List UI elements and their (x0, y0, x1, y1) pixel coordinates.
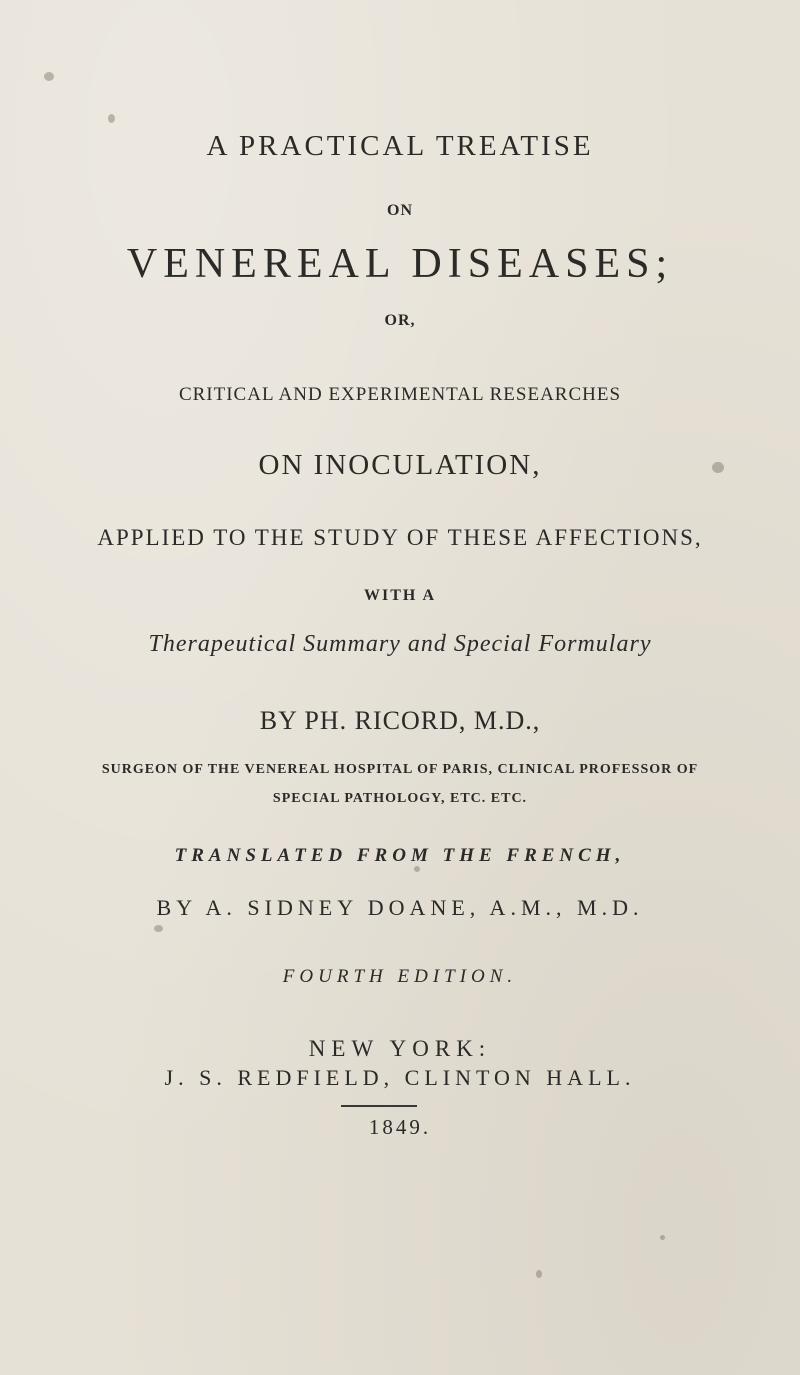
foxing-spot (154, 925, 163, 932)
foxing-spot (108, 114, 115, 123)
connector-or: OR, (384, 312, 416, 329)
translation-note: TRANSLATED FROM THE FRENCH, (174, 845, 626, 866)
foxing-spot (414, 866, 420, 872)
foxing-spot (44, 72, 54, 81)
foxing-spot (660, 1235, 665, 1240)
publication-city: NEW YORK: (308, 1036, 492, 1061)
publisher-line: J. S. REDFIELD, CLINTON HALL. (164, 1065, 636, 1090)
edition-line: FOURTH EDITION. (282, 966, 518, 987)
book-subject: VENEREAL DISEASES; (126, 241, 674, 287)
connector-with-a: WITH A (363, 587, 436, 604)
foxing-spot (536, 1270, 542, 1278)
author-credentials-1: SURGEON OF THE VENEREAL HOSPITAL OF PARIS, CLINICAL PROFESSOR OF (101, 762, 699, 777)
divider-rule (341, 1105, 417, 1107)
supplement-title: Therapeutical Summary and Special Formulary (148, 631, 652, 657)
subtitle-line-2: ON INOCULATION, (258, 449, 542, 481)
subtitle-line-1: CRITICAL AND EXPERIMENTAL RESEARCHES (178, 384, 622, 405)
subtitle-line-3: APPLIED TO THE STUDY OF THESE AFFECTIONS, (97, 525, 703, 550)
book-title: A PRACTICAL TREATISE (206, 130, 594, 162)
author-line: BY PH. RICORD, M.D., (259, 706, 541, 735)
author-credentials-2: SPECIAL PATHOLOGY, ETC. ETC. (272, 791, 528, 806)
connector-on: ON (387, 202, 413, 219)
publication-year: 1849. (368, 1115, 432, 1139)
translator-line: BY A. SIDNEY DOANE, A.M., M.D. (156, 895, 644, 920)
foxing-spot (712, 462, 724, 473)
